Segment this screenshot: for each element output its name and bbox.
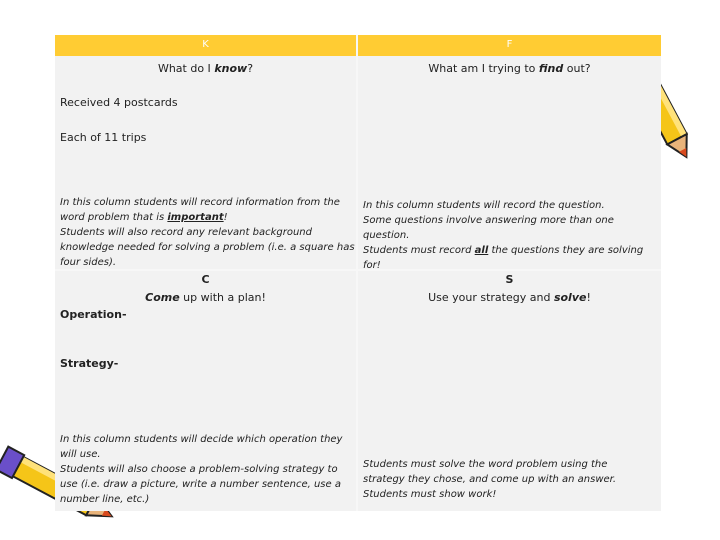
f-question-suffix: out? (563, 62, 591, 75)
strategy-label: Strategy- (60, 357, 119, 370)
f-question (358, 62, 661, 75)
kfcs-table (55, 35, 661, 511)
s-question-suffix: ! (586, 291, 591, 304)
s-question-prefix: Use your strategy and (428, 291, 554, 304)
c-instr-line2: will use. (60, 449, 101, 460)
c-question-rest: up with a plan! (179, 291, 266, 304)
s-instr-line2: strategy they chose, and come up with an answer. (363, 474, 617, 485)
f-instr-line2: Some questions involve answering more than one question. (363, 215, 614, 241)
k-instr-line1: In this column students will record information from the (60, 197, 340, 208)
c-instr-line5: number line, etc.) (60, 494, 150, 505)
k-note-postcards: Received 4 postcards (60, 96, 178, 109)
k-question-prefix: What do I (157, 62, 215, 75)
s-letter: S (505, 273, 514, 286)
s-question (358, 291, 661, 304)
k-question-emph: know (214, 62, 248, 75)
c-instr-line1: In this column students will decide which operation they (60, 434, 343, 445)
k-instr-line2: word problem that is important! (60, 212, 228, 223)
c-question-emph: Come (145, 291, 180, 304)
k-question-suffix: ? (247, 62, 254, 75)
c-instr-line3: Students will also choose a problem-solving strategy to (60, 464, 338, 475)
f-question-prefix: What am I trying to (428, 62, 539, 75)
k-instructions (60, 195, 356, 270)
s-question-emph: solve (553, 291, 587, 304)
c-question (55, 291, 356, 304)
f-question-emph: find (538, 62, 564, 75)
f-instr-all: all (474, 245, 489, 256)
operation-label: Operation- (60, 308, 127, 321)
c-instructions (60, 432, 356, 507)
c-letter: C (201, 273, 210, 286)
k-note-trips: Each of 11 trips (60, 131, 147, 144)
k-instr-important: important (167, 212, 224, 223)
k-header: K (55, 35, 356, 56)
f-instr-line1: In this column students will record the question. (363, 200, 605, 211)
f-header: F (358, 35, 661, 56)
c-instr-line4: use (i.e. draw a picture, write a number sentence, use a (60, 479, 341, 490)
k-instr-line5: four sides). (60, 257, 117, 268)
f-instr-line3: Students must record all the questions they are solving (363, 245, 644, 256)
k-instr-line3: Students will also record any relevant background (60, 227, 312, 238)
k-instr-line4: knowledge needed for solving a problem (i.e. a square has (60, 242, 355, 253)
f-instr-line4: for! (363, 260, 381, 271)
s-instructions (363, 457, 661, 502)
f-instructions (363, 198, 661, 273)
s-instr-line3: Students must show work! (363, 489, 497, 500)
k-question (55, 62, 356, 75)
s-instr-line1: Students must solve the word problem using the (363, 459, 608, 470)
